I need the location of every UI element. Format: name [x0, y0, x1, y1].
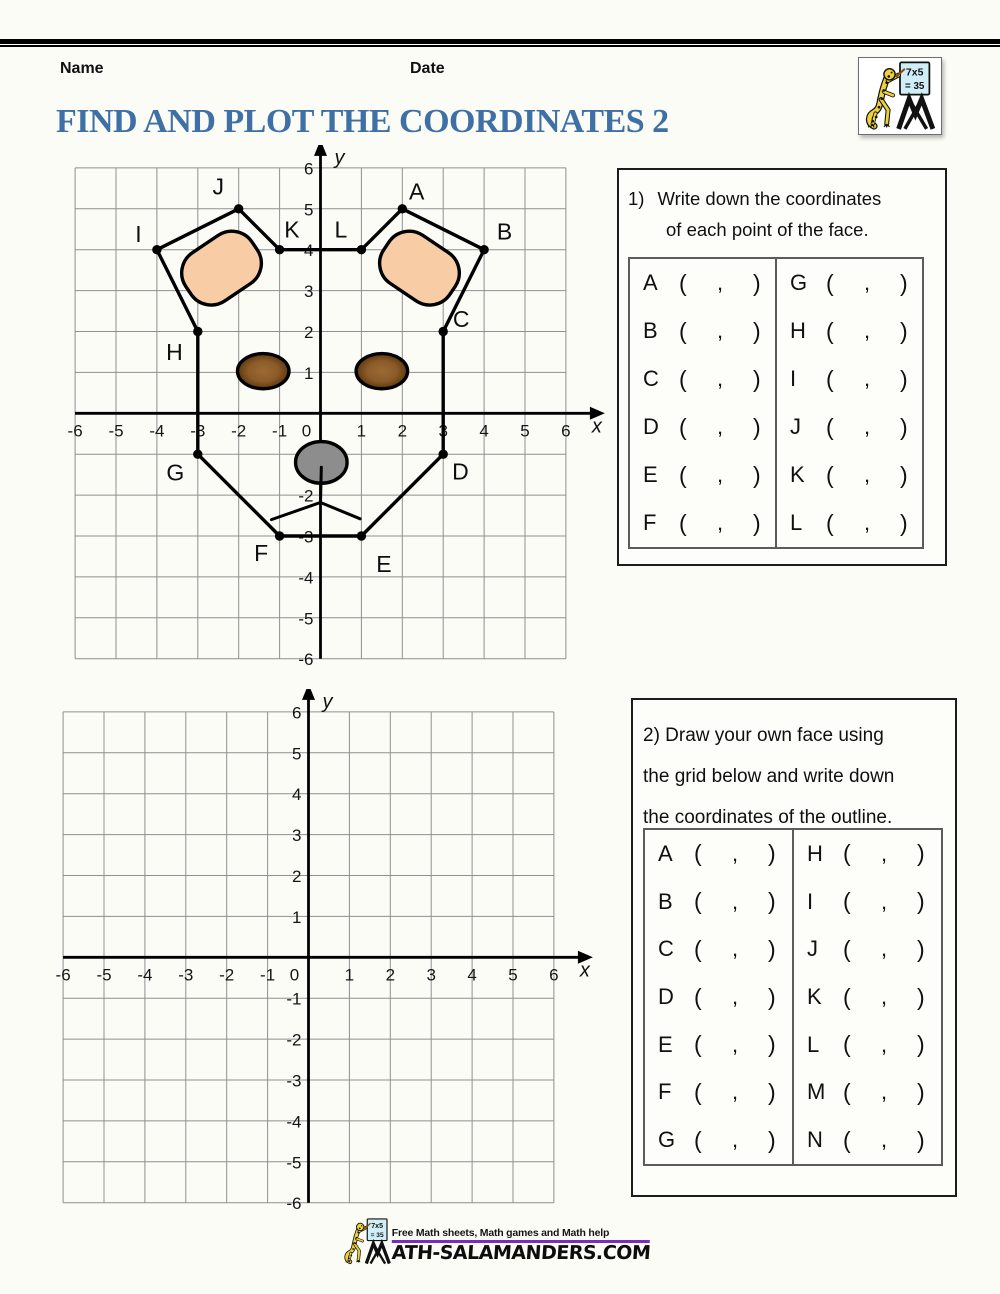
- close-paren: ): [753, 317, 761, 344]
- x-tick-label: 6: [561, 421, 571, 441]
- point-letter: L: [790, 510, 803, 535]
- coordinate-row-M: [794, 1069, 941, 1117]
- dog-mouth-line: [271, 502, 320, 519]
- page-title: FIND AND PLOT THE COORDINATES 2: [56, 103, 669, 140]
- task2-line2: the grid below and write down: [643, 766, 895, 787]
- point-label: D: [452, 458, 469, 485]
- comma: ,: [864, 318, 871, 343]
- open-paren: (: [694, 935, 702, 962]
- plotted-point-dot: [193, 450, 202, 459]
- comma: ,: [732, 1127, 739, 1153]
- coordinate-row-I: [794, 878, 941, 926]
- coordinate-row-C: [630, 355, 775, 403]
- coordinate-row-E: [630, 451, 775, 499]
- coordinate-row-D: [645, 973, 792, 1021]
- x-tick-label: 1: [356, 421, 367, 441]
- comma: ,: [881, 888, 888, 914]
- point-letter: H: [790, 318, 806, 343]
- task2-line1: 2) Draw your own face using: [643, 725, 884, 746]
- close-paren: ): [917, 1031, 925, 1058]
- comma: ,: [881, 1127, 888, 1153]
- point-letter: E: [643, 462, 658, 487]
- task2-line3: the coordinates of the outline.: [643, 807, 893, 828]
- comma: ,: [864, 366, 871, 391]
- point-label: L: [334, 216, 348, 243]
- x-tick-label: -5: [96, 965, 112, 985]
- plotted-point-dot: [398, 204, 407, 213]
- footer-text: [392, 1227, 650, 1265]
- open-paren: (: [843, 840, 851, 867]
- open-paren: (: [694, 888, 702, 915]
- plotted-point-dot: [275, 531, 284, 540]
- y-tick-label: -4: [286, 1112, 302, 1132]
- task1-table-column-left: [630, 259, 775, 547]
- coordinate-row-F: [645, 1069, 792, 1117]
- point-label: G: [166, 459, 185, 486]
- comma: ,: [732, 1031, 739, 1057]
- y-axis-arrow: [314, 145, 327, 156]
- close-paren: ): [900, 317, 908, 344]
- open-paren: (: [826, 317, 834, 344]
- x-tick-label: 4: [479, 421, 489, 441]
- open-paren: (: [826, 269, 834, 296]
- dog-mouth-line: [321, 467, 322, 502]
- site-footer: [344, 1218, 650, 1265]
- open-paren: (: [826, 509, 834, 536]
- x-tick-label: 3: [438, 421, 448, 441]
- y-tick-label: 2: [304, 323, 314, 342]
- dog-mouth-line: [321, 502, 361, 518]
- open-paren: (: [843, 1126, 851, 1153]
- point-label: K: [284, 216, 300, 243]
- y-tick-label: 5: [292, 744, 302, 764]
- x-tick-label: 4: [467, 965, 477, 985]
- task2-coordinate-table: [643, 828, 943, 1166]
- point-letter: L: [807, 1031, 820, 1057]
- task1-panel: [617, 168, 947, 566]
- open-paren: (: [694, 983, 702, 1010]
- coordinate-row-C: [645, 925, 792, 973]
- coordinate-row-L: [777, 499, 922, 547]
- point-letter: E: [658, 1031, 673, 1057]
- y-axis-label: y: [334, 146, 345, 169]
- x-tick-label: -4: [149, 421, 165, 441]
- open-paren: (: [843, 935, 851, 962]
- task1-coordinate-table: [628, 257, 924, 549]
- name-label: Name: [60, 60, 104, 77]
- point-letter: K: [790, 462, 805, 487]
- comma: ,: [732, 1079, 739, 1105]
- y-tick-label: -3: [286, 1071, 302, 1091]
- point-letter: B: [643, 318, 658, 343]
- close-paren: ): [900, 461, 908, 488]
- point-letter: G: [658, 1127, 676, 1153]
- close-paren: ): [768, 840, 776, 867]
- comma: ,: [732, 984, 739, 1010]
- close-paren: ): [917, 1126, 925, 1153]
- y-tick-label: -1: [286, 989, 302, 1009]
- y-tick-label: 1: [304, 363, 314, 383]
- y-tick-label: 1: [292, 907, 302, 927]
- point-letter: B: [658, 888, 673, 914]
- plotted-point-dot: [439, 327, 448, 336]
- open-paren: (: [843, 1031, 851, 1058]
- open-paren: (: [843, 983, 851, 1010]
- comma: ,: [881, 840, 888, 866]
- comma: ,: [864, 510, 871, 535]
- point-letter: C: [643, 366, 659, 391]
- coordinate-row-I: [777, 355, 922, 403]
- y-tick-label: 4: [292, 785, 302, 805]
- point-letter: F: [658, 1079, 672, 1105]
- footer-site-name: ATH-SALAMANDERS.COM: [391, 1242, 652, 1264]
- point-letter: C: [658, 936, 674, 962]
- coordinate-row-A: [645, 830, 792, 878]
- point-letter: N: [807, 1127, 823, 1153]
- point-label: F: [254, 540, 269, 567]
- close-paren: ): [917, 1078, 925, 1105]
- x-tick-label: -2: [231, 421, 247, 441]
- comma: ,: [881, 936, 888, 962]
- close-paren: ): [917, 888, 925, 915]
- open-paren: (: [694, 840, 702, 867]
- dog-eye: [356, 354, 408, 389]
- coordinate-row-G: [777, 259, 922, 307]
- x-tick-label: 2: [385, 965, 396, 985]
- task1-line1: 1) Write down the coordinates: [628, 188, 882, 209]
- open-paren: (: [679, 317, 687, 344]
- y-tick-label: -5: [286, 1153, 302, 1173]
- y-tick-label: -3: [298, 527, 314, 547]
- y-tick-label: -2: [286, 1030, 302, 1050]
- x-tick-label: -3: [178, 965, 194, 985]
- coordinate-row-L: [794, 1021, 941, 1069]
- comma: ,: [881, 984, 888, 1010]
- y-axis-label: y: [322, 690, 333, 713]
- comma: ,: [717, 414, 724, 439]
- y-axis-arrow: [302, 689, 315, 700]
- close-paren: ): [768, 888, 776, 915]
- coordinate-row-A: [630, 259, 775, 307]
- comma: ,: [717, 318, 724, 343]
- coordinate-row-H: [777, 307, 922, 355]
- x-tick-label: -1: [272, 421, 288, 441]
- comma: ,: [732, 936, 739, 962]
- coordinate-row-E: [645, 1021, 792, 1069]
- y-tick-label: 3: [292, 826, 302, 846]
- comma: ,: [732, 840, 739, 866]
- task1-number: 1): [628, 188, 645, 209]
- close-paren: ): [900, 413, 908, 440]
- math-salamanders-corner-logo: [858, 57, 942, 135]
- open-paren: (: [679, 461, 687, 488]
- point-label: B: [496, 218, 513, 245]
- open-paren: (: [679, 365, 687, 392]
- close-paren: ): [753, 509, 761, 536]
- x-tick-label: -3: [190, 421, 206, 441]
- coordinate-row-B: [630, 307, 775, 355]
- open-paren: (: [694, 1078, 702, 1105]
- close-paren: ): [768, 1031, 776, 1058]
- point-letter: A: [658, 840, 673, 866]
- point-letter: J: [807, 936, 818, 962]
- coordinate-row-B: [645, 878, 792, 926]
- coordinate-row-G: [645, 1116, 792, 1164]
- close-paren: ): [753, 269, 761, 296]
- plotted-point-dot: [234, 204, 243, 213]
- x-tick-label: -2: [219, 965, 235, 985]
- math-salamanders-logo-icon: [344, 1218, 391, 1265]
- grid2-empty-chart: [43, 689, 603, 1224]
- point-label: J: [212, 173, 224, 200]
- point-label: I: [135, 221, 142, 248]
- y-tick-label: -6: [286, 1194, 302, 1214]
- x-tick-label: 1: [344, 965, 355, 985]
- coordinate-row-H: [794, 830, 941, 878]
- plotted-point-dot: [439, 450, 448, 459]
- task1-table-column-right: [775, 259, 922, 547]
- point-letter: J: [790, 414, 801, 439]
- task2-table-column-left: [645, 830, 792, 1164]
- y-tick-label: 5: [304, 200, 314, 220]
- y-tick-label: -4: [298, 568, 314, 588]
- top-divider-bar: [0, 39, 1000, 47]
- comma: ,: [864, 462, 871, 487]
- comma: ,: [717, 510, 724, 535]
- task1-instructions: [628, 183, 945, 245]
- open-paren: (: [826, 365, 834, 392]
- comma: ,: [864, 270, 871, 295]
- x-tick-label: -5: [108, 421, 124, 441]
- x-tick-label: 5: [520, 421, 530, 441]
- grid1-face-chart: [55, 145, 615, 680]
- plotted-point-dot: [357, 245, 366, 254]
- point-label: C: [452, 306, 470, 333]
- point-letter: G: [790, 270, 808, 295]
- coordinate-row-J: [794, 925, 941, 973]
- x-tick-label: 6: [549, 965, 559, 985]
- footer-tagline: Free Math sheets, Math games and Math help: [391, 1227, 610, 1239]
- plotted-point-dot: [357, 531, 366, 540]
- plotted-point-dot: [275, 245, 284, 254]
- point-label: A: [408, 178, 425, 205]
- close-paren: ): [917, 983, 925, 1010]
- open-paren: (: [694, 1126, 702, 1153]
- comma: ,: [717, 270, 724, 295]
- y-tick-label: 2: [292, 867, 302, 886]
- task2-panel: [631, 698, 957, 1197]
- y-tick-label: 6: [304, 159, 314, 179]
- coordinate-row-J: [777, 403, 922, 451]
- close-paren: ): [917, 935, 925, 962]
- point-letter: D: [658, 984, 674, 1010]
- y-tick-label: -5: [298, 609, 314, 629]
- coordinate-row-N: [794, 1116, 941, 1164]
- point-letter: I: [790, 366, 797, 391]
- open-paren: (: [826, 413, 834, 440]
- point-letter: K: [807, 984, 822, 1010]
- close-paren: ): [768, 1078, 776, 1105]
- close-paren: ): [768, 1126, 776, 1153]
- x-tick-label: -1: [260, 965, 276, 985]
- x-axis-label: x: [591, 415, 602, 438]
- x-tick-label: -4: [137, 965, 153, 985]
- close-paren: ): [917, 840, 925, 867]
- x-axis-label: x: [579, 959, 590, 982]
- open-paren: (: [679, 509, 687, 536]
- open-paren: (: [679, 413, 687, 440]
- point-label: H: [166, 338, 183, 365]
- coordinate-row-F: [630, 499, 775, 547]
- x-tick-label: 0: [301, 421, 312, 441]
- open-paren: (: [694, 1031, 702, 1058]
- plotted-point-dot: [479, 245, 488, 254]
- close-paren: ): [900, 365, 908, 392]
- comma: ,: [881, 1079, 888, 1105]
- x-tick-label: -6: [67, 421, 83, 441]
- y-tick-label: 6: [292, 703, 302, 723]
- point-letter: H: [807, 840, 823, 866]
- math-salamanders-logo-icon: [862, 61, 938, 131]
- comma: ,: [881, 1031, 888, 1057]
- coordinate-row-K: [794, 973, 941, 1021]
- comma: ,: [864, 414, 871, 439]
- task1-line2: of each point of the face.: [666, 219, 869, 240]
- coordinate-row-K: [777, 451, 922, 499]
- y-tick-label: 3: [304, 282, 314, 302]
- y-tick-label: -6: [298, 650, 314, 670]
- point-letter: F: [643, 510, 657, 535]
- open-paren: (: [843, 888, 851, 915]
- open-paren: (: [826, 461, 834, 488]
- point-letter: I: [807, 888, 814, 914]
- open-paren: (: [843, 1078, 851, 1105]
- close-paren: ): [900, 509, 908, 536]
- plotted-point-dot: [152, 245, 161, 254]
- x-tick-label: 5: [508, 965, 518, 985]
- coordinate-row-D: [630, 403, 775, 451]
- plotted-point-dot: [193, 327, 202, 336]
- point-label: E: [376, 550, 392, 577]
- comma: ,: [717, 366, 724, 391]
- comma: ,: [732, 888, 739, 914]
- point-letter: M: [807, 1079, 826, 1105]
- y-tick-label: 4: [304, 241, 314, 261]
- task2-instructions: [643, 715, 955, 838]
- task2-table-column-right: [792, 830, 941, 1164]
- x-tick-label: 0: [289, 965, 300, 985]
- x-tick-label: -6: [55, 965, 71, 985]
- close-paren: ): [900, 269, 908, 296]
- close-paren: ): [768, 935, 776, 962]
- y-tick-label: -2: [298, 486, 314, 506]
- x-tick-label: 2: [397, 421, 408, 441]
- open-paren: (: [679, 269, 687, 296]
- date-label: Date: [410, 60, 445, 77]
- close-paren: ): [768, 983, 776, 1010]
- point-letter: A: [643, 270, 658, 295]
- comma: ,: [717, 462, 724, 487]
- dog-eye: [237, 354, 289, 389]
- point-letter: D: [643, 414, 659, 439]
- close-paren: ): [753, 461, 761, 488]
- x-tick-label: 3: [426, 965, 436, 985]
- close-paren: ): [753, 365, 761, 392]
- close-paren: ): [753, 413, 761, 440]
